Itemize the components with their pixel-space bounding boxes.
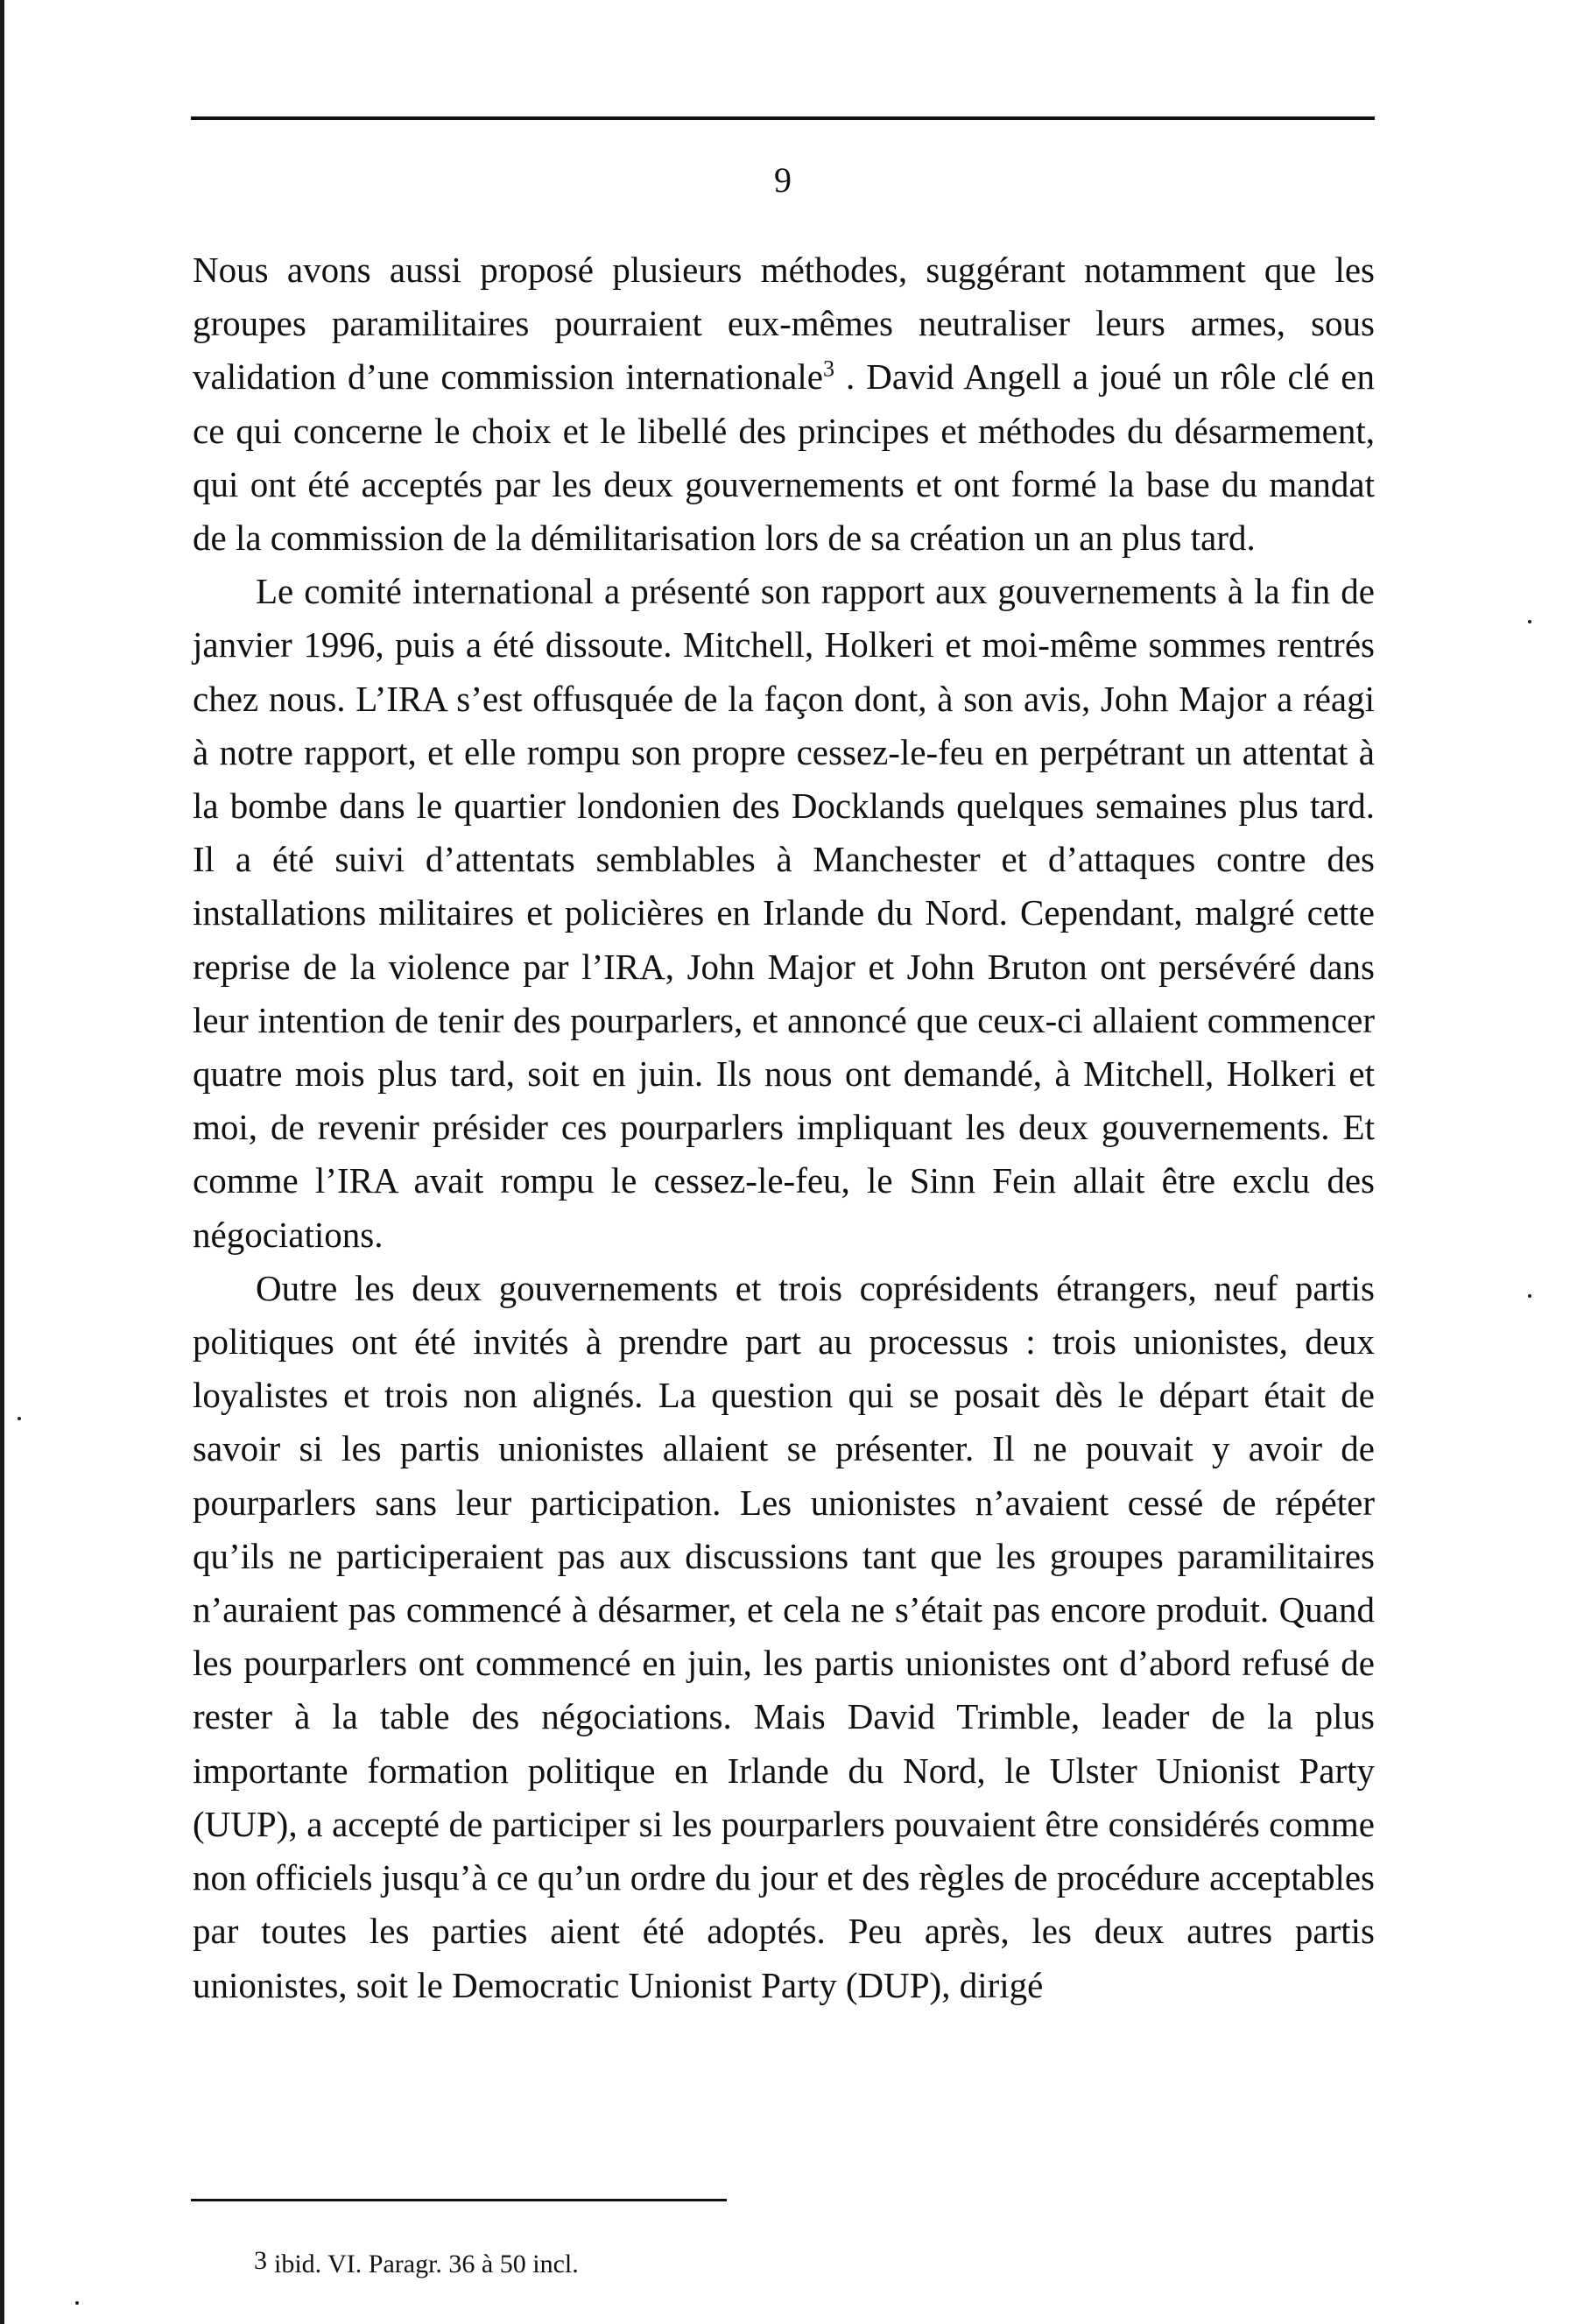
body-text [193, 243, 1375, 2012]
scan-speck [18, 1417, 21, 1420]
scan-speck [75, 2301, 79, 2305]
paragraph-3: Outre les deux gouvernements et trois coprésidents étrangers, neuf partis politiques ont été invités à prendre part au processus : trois unionistes, deux loyalistes et trois non alignés. La question qui se posait dès le départ était de savoir si les partis unionistes allaient se présenter. Il ne pouvait y avoir de pourparlers sans leur participation. Les unionistes n’avaient cessé de répéter qu’ils ne participeraient pas aux discussions tant que les groupes paramilitaires n’auraient pas commencé à désarmer, et cela ne s’était pas encore produit. Quand les pourparlers ont commencé en juin, les partis unionistes ont d’abord refusé de rester à la table des négociations. Mais David Trimble, leader de la plus importante formation politique en Irlande du Nord, le Ulster Unionist Party (UUP), a accepté de participer si les pourparlers pouvaient être considérés comme non officiels jusqu’à ce qu’un ordre du jour et des règles de procédure acceptables par toutes les parties aient été adoptés. Peu après, les deux autres partis unionistes, soit le Democratic Unionist Party (DUP), dirigé [193, 1267, 1375, 2005]
footnote-marker: 3 [254, 2246, 267, 2275]
page-number: 9 [774, 160, 792, 200]
paragraph-1-text-a: Nous avons aussi proposé plusieurs méthodes, suggérant notamment que les groupes paramilitaires pourraient eux-mêmes neutraliser leurs armes, sous validation d’une commission internationale [193, 250, 1375, 398]
paragraph-1-text-b: . David Angell a joué un rôle clé en ce qui concerne le choix et le libellé des principes et méthodes du désarmement, qui ont été acceptés par les deux gouvernements et ont formé la base du mandat de la commission de la démilitarisation lors de sa création un an plus tard. [193, 356, 1375, 559]
footnote-reference: 3 [822, 356, 834, 382]
scan-speck [1528, 620, 1531, 623]
footnote-text: ibid. VI. Paragr. 36 à 50 incl. [274, 2250, 579, 2278]
scan-page-edge [0, 0, 4, 2324]
paragraph-1 [193, 243, 1375, 565]
header-rule [191, 116, 1375, 120]
footnote-rule [191, 2199, 727, 2201]
paragraph-2: Le comité international a présenté son rapport aux gouvernements à la fin de janvier 1996, puis a été dissoute. Mitchell, Holkeri et moi-même sommes rentrés chez nous. L’IRA s’est offusquée de la façon dont, à son avis, John Major a réagi à notre rapport, et elle rompu son propre cessez-le-feu en perpétrant un attentat à la bombe dans le quartier londonien des Docklands quelques semaines plus tard. Il a été suivi d’attentats semblables à Manchester et d’attaques contre des installations militaires et policières en Irlande du Nord. Cependant, malgré cette reprise de la violence par l’IRA, John Major et John Bruton ont persévéré dans leur intention de tenir des pourparlers, et annoncé que ceux-ci allaient commencer quatre mois plus tard, soit en juin. Ils nous ont demandé, à Mitchell, Holkeri et moi, de revenir présider ces pourparlers impliquant les deux gouvernements. Et comme l’IRA avait rompu le cessez-le-feu, le Sinn Fein allait être exclu des négociations. [193, 571, 1375, 1255]
scan-speck [1528, 1294, 1531, 1298]
footnote [254, 2243, 579, 2282]
